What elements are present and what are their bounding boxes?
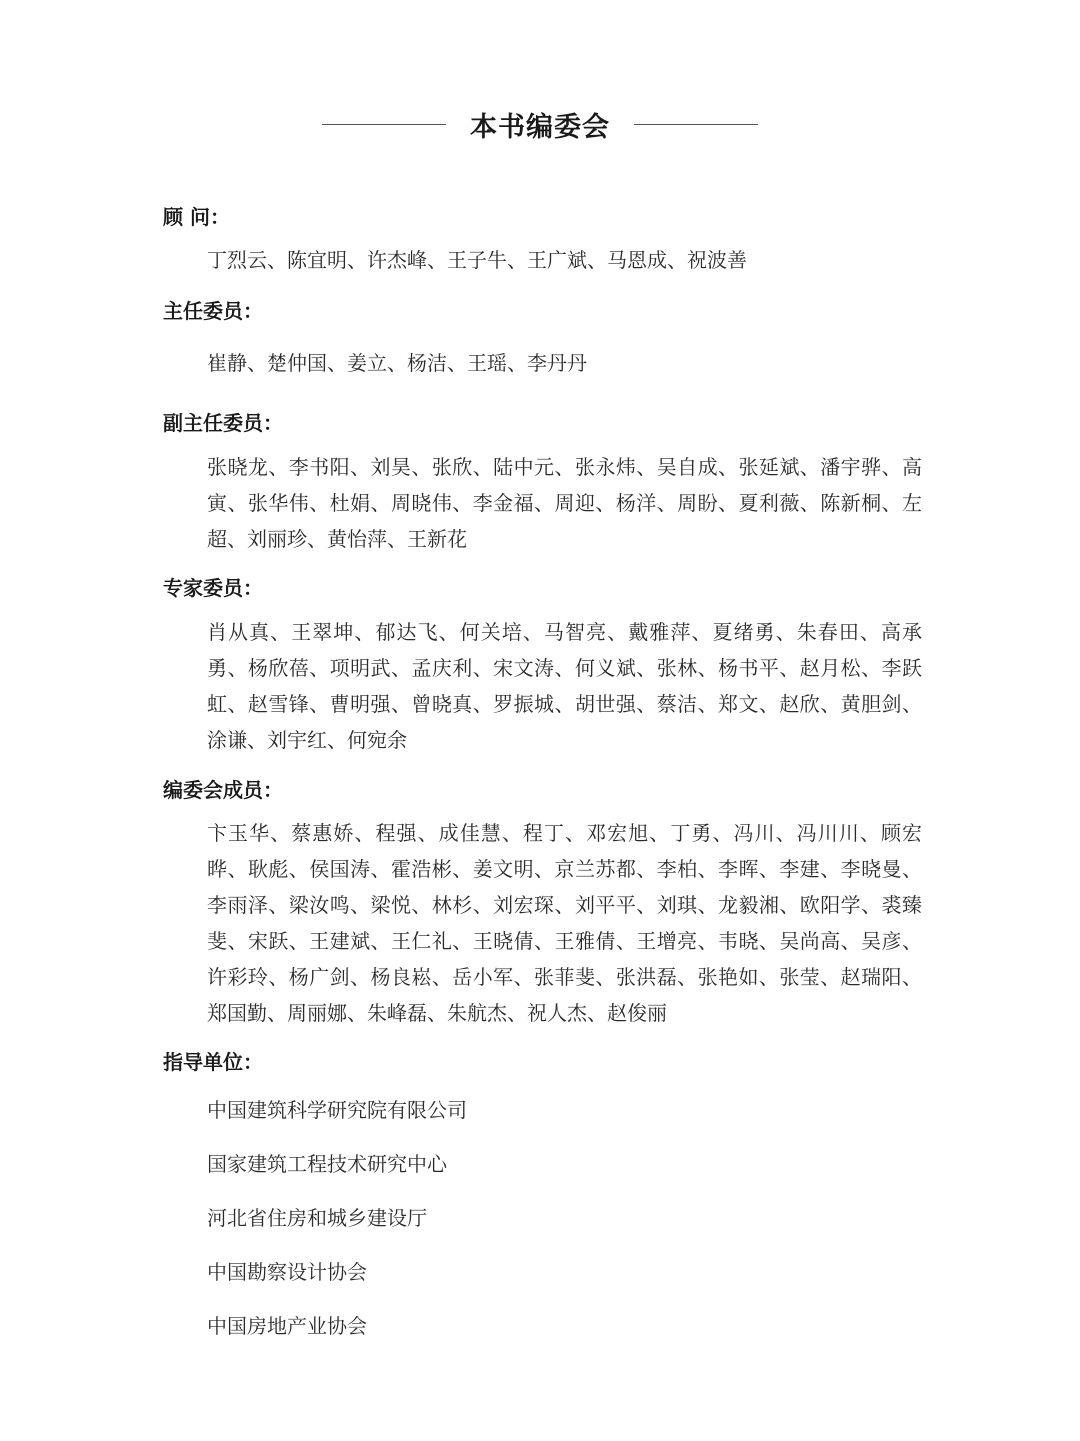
experts-names: 肖从真、王翠坤、郁达飞、何关培、马智亮、戴雅萍、夏绪勇、朱春田、高承勇、杨欣蓓、项明武、孟庆利、宋文涛、何义斌、张林、杨书平、赵月松、李跃虹、赵雪锋、曹明强、曾晓真、罗振城、胡世强、蔡洁、郑文、赵欣、黄胆剑、涂谦、刘宇红、何宛余 [207,620,922,752]
guidance-unit: 中国房地产业协会 [207,1314,367,1338]
advisors-label: 顾 问： [163,205,230,229]
chairs-label: 主任委员： [163,299,263,323]
experts-label: 专家委员： [163,576,263,600]
title-left-rule [322,124,446,125]
vice-chairs-names: 张晓龙、李书阳、刘昊、张欣、陆中元、张永炜、吴自成、张延斌、潘宇骅、高寅、张华伟、杜娟、周晓伟、李金福、周迎、杨洋、周盼、夏利薇、陈新桐、左超、刘丽珍、黄怡萍、王新花 [207,455,922,551]
guidance-label: 指导单位： [163,1050,263,1074]
title-row [0,98,1080,150]
members-label: 编委会成员： [163,778,283,802]
guidance-unit: 国家建筑工程技术研究中心 [207,1152,447,1176]
chairs-names: 崔静、楚仲国、姜立、杨洁、王瑶、李丹丹 [207,351,587,375]
advisors-names: 丁烈云、陈宜明、许杰峰、王子牛、王广斌、马恩成、祝波善 [207,248,747,272]
vice-chairs-label: 副主任委员： [163,411,283,435]
members-names: 卞玉华、蔡惠娇、程强、成佳慧、程丁、邓宏旭、丁勇、冯川、冯川川、顾宏晔、耿彪、侯国涛、霍浩彬、姜文明、京兰苏都、李柏、李晖、李建、李晓曼、李雨泽、梁汝鸣、梁悦、林杉、刘宏琛、刘平平、刘琪、龙毅湘、欧阳学、裘臻斐、宋跃、王建斌、王仁礼、王晓倩、王雅倩、王增亮、韦晓、吴尚高、吴彦、许彩玲、杨广剑、杨良崧、岳小军、张菲斐、张洪磊、张艳如、张莹、赵瑞阳、郑国勤、周丽娜、朱峰磊、朱航杰、祝人杰、赵俊丽 [207,821,922,1025]
guidance-unit: 中国勘察设计协会 [207,1260,367,1284]
title-right-rule [634,124,758,125]
page-title: 本书编委会 [470,111,610,143]
guidance-unit: 中国建筑科学研究院有限公司 [207,1098,467,1122]
guidance-unit: 河北省住房和城乡建设厅 [207,1206,427,1230]
